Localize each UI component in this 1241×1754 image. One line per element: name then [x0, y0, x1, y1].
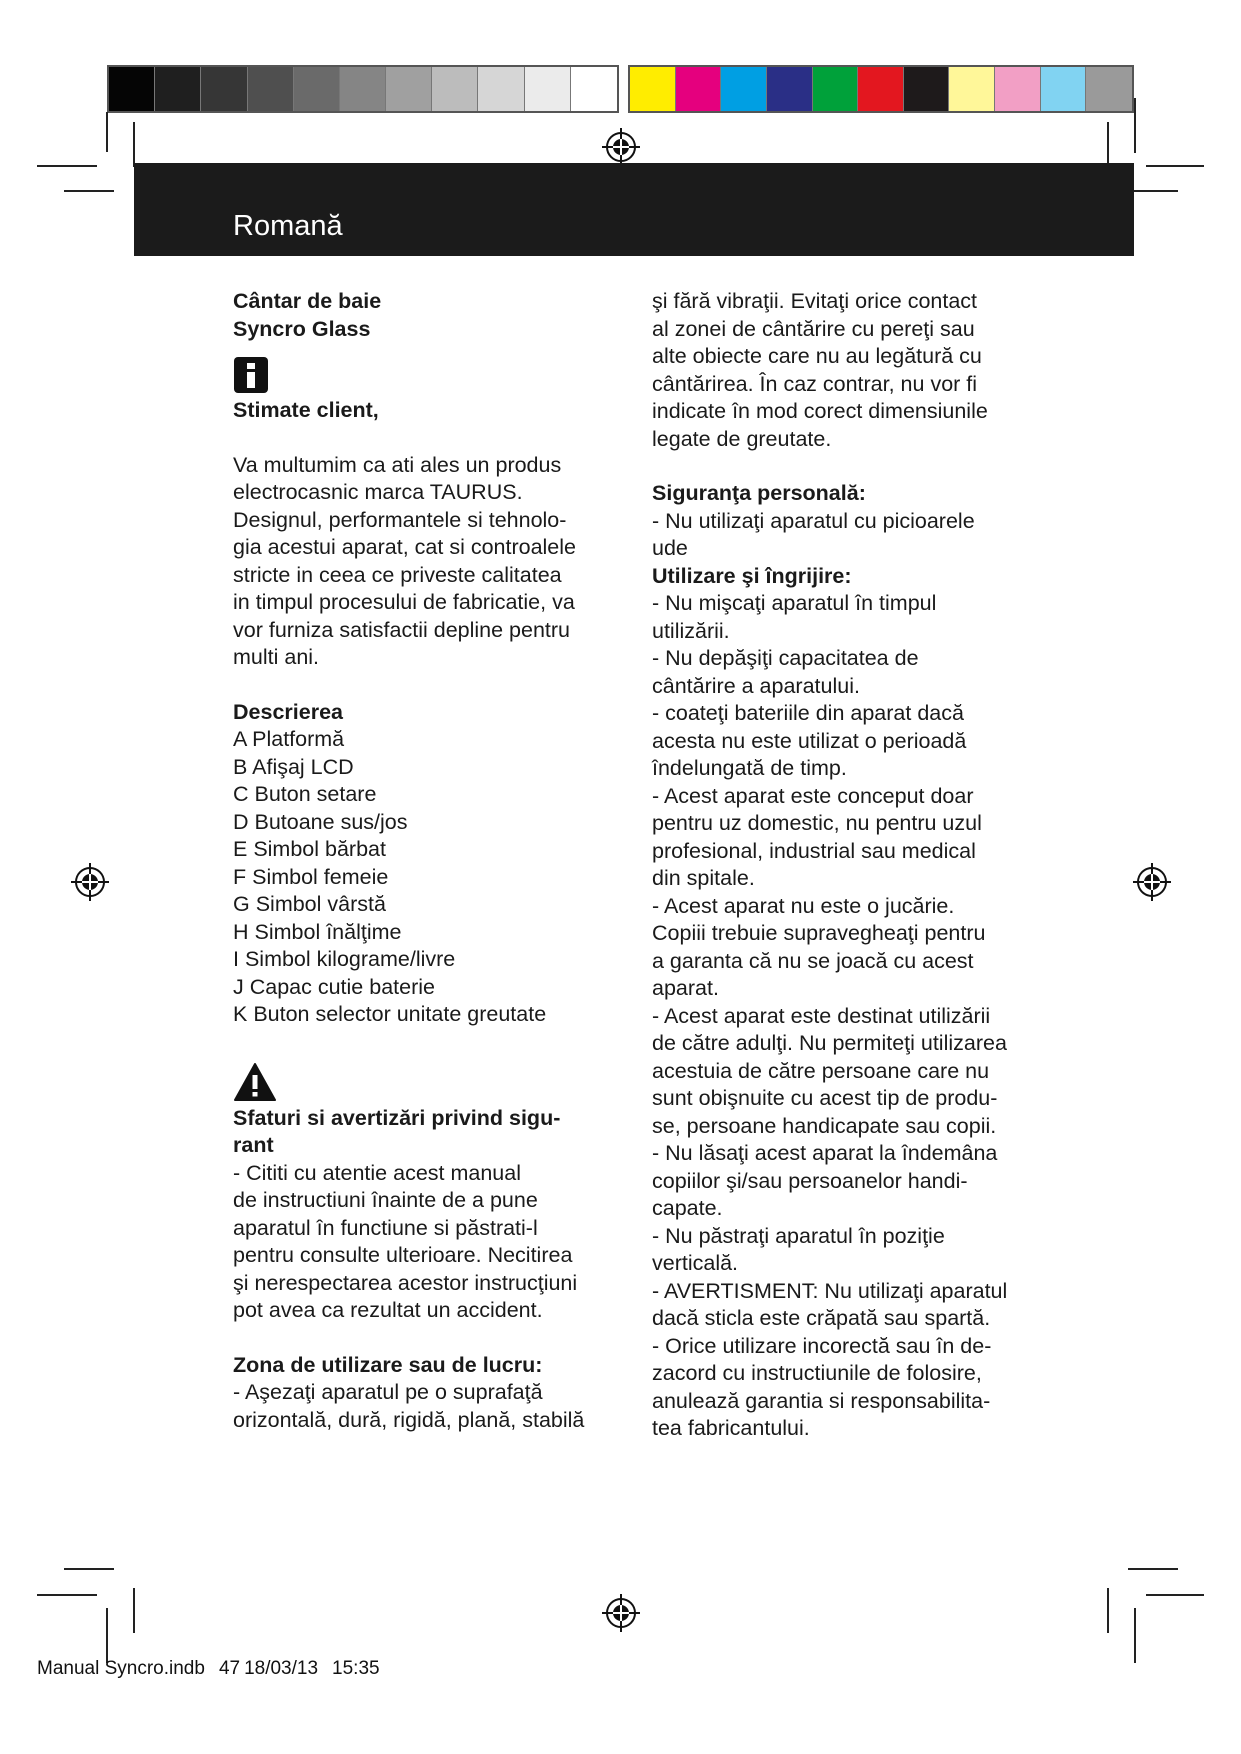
text-line: legate de greutate.: [652, 426, 832, 451]
text-line: tea fabricantului.: [652, 1416, 810, 1440]
crop-mark: [1146, 1594, 1204, 1596]
registration-mark-icon: [1132, 862, 1172, 902]
crop-mark: [133, 1588, 135, 1633]
text-line: sunt obişnuite cu acest tip de produ-: [652, 1086, 998, 1110]
text-line: acestuia de către persoane care nu: [652, 1058, 990, 1083]
page-number: 47: [218, 1658, 241, 1679]
text-line: stricte in ceea ce priveste calitatea: [233, 562, 562, 587]
gray-swatch: [571, 67, 617, 111]
text-line: - Nu depăşiţi capacitatea de: [652, 646, 919, 670]
section-heading: Sfaturi si avertizări privind sigu-: [233, 1105, 561, 1130]
crop-mark: [1134, 1608, 1136, 1663]
text-line: - Cititi cu atentie acest manual: [233, 1160, 521, 1185]
description-list: [233, 726, 613, 1029]
list-item: G Simbol vârstă: [233, 892, 386, 916]
color-swatch: [995, 67, 1041, 111]
color-swatch: [1086, 67, 1132, 111]
crop-mark: [64, 1568, 114, 1570]
crop-mark: [64, 190, 114, 192]
text-line: pot avea ca rezultat un accident.: [233, 1298, 543, 1322]
left-column: [233, 288, 613, 1434]
crop-mark: [37, 165, 97, 167]
text-line: gia acestui aparat, cat si controalele: [233, 535, 577, 559]
list-item: F Simbol femeie: [233, 864, 389, 889]
text-line: profesional, industrial sau medical: [652, 838, 976, 863]
crop-mark: [1134, 98, 1136, 153]
text-line: - coateţi bateriile din aparat dacă: [652, 701, 964, 725]
color-swatch: [1041, 67, 1087, 111]
text-line: alte obiecte care nu au legătură cu: [652, 344, 982, 368]
text-line: - AVERTISMENT: Nu utilizaţi aparatul: [652, 1278, 1008, 1303]
page-title: Romană: [233, 210, 343, 242]
color-swatch: [904, 67, 950, 111]
crop-mark: [1128, 190, 1178, 192]
print-slug: [37, 1658, 394, 1680]
color-swatch: [858, 67, 904, 111]
text-line: din spitale.: [652, 866, 755, 890]
text-line: capate.: [652, 1196, 723, 1220]
gray-swatch: [525, 67, 571, 111]
list-item: D Butoane sus/jos: [233, 809, 408, 834]
text-line: Copiii trebuie supravegheaţi pentru: [652, 921, 986, 945]
registration-mark-icon: [601, 127, 641, 167]
list-item: B Afişaj LCD: [233, 754, 354, 779]
color-swatch: [676, 67, 722, 111]
gray-swatch: [386, 67, 432, 111]
text-line: vor furniza satisfactii depline pentru: [233, 617, 571, 642]
crop-mark: [106, 112, 108, 152]
text-line: şi nerespectarea acestor instrucţiuni: [233, 1270, 578, 1295]
color-swatch: [813, 67, 859, 111]
gray-swatch: [248, 67, 294, 111]
text-line: - Acest aparat este destinat utilizării: [652, 1003, 991, 1028]
section-heading: Siguranţa personală:: [652, 481, 866, 505]
product-title-line: Cântar de baie: [233, 289, 382, 313]
file-name: Manual Syncro.indb: [37, 1658, 205, 1679]
care-list: [652, 590, 1052, 1443]
list-item: E Simbol bărbat: [233, 837, 386, 861]
text-line: a garanta că nu se joacă cu acest: [652, 948, 974, 973]
section-heading: rant: [233, 1133, 274, 1157]
color-swatch: [767, 67, 813, 111]
text-line: zacord cu instructiunile de folosire,: [652, 1361, 982, 1385]
text-line: - Acest aparat este conceput doar: [652, 783, 974, 808]
color-swatch: [949, 67, 995, 111]
registration-mark-icon: [70, 862, 110, 902]
text-line: pentru uz domestic, nu pentru uzul: [652, 811, 982, 835]
crop-mark: [133, 122, 135, 167]
text-line: acesta nu este utilizat o perioadă: [652, 728, 967, 753]
text-line: multi ani.: [233, 645, 320, 669]
text-line: dacă sticla este crăpată sau spartă.: [652, 1306, 991, 1330]
text-line: de instructiuni înainte de a pune: [233, 1188, 538, 1212]
info-icon: [233, 356, 269, 394]
list-item: C Buton setare: [233, 782, 377, 806]
text-line: ude: [652, 536, 688, 560]
crop-mark: [1146, 165, 1204, 167]
gray-swatch: [109, 67, 155, 111]
warning-icon: [233, 1062, 277, 1102]
text-line: - Acest aparat nu este o jucărie.: [652, 893, 955, 918]
crop-mark: [1128, 1568, 1178, 1570]
gray-swatch: [340, 67, 386, 111]
crop-mark: [37, 1594, 97, 1596]
greeting: Stimate client,: [233, 398, 379, 422]
text-line: copiilor şi/sau persoanelor handi-: [652, 1168, 968, 1193]
list-item: H Simbol înălţime: [233, 919, 402, 944]
text-line: electrocasnic marca TAURUS.: [233, 480, 523, 504]
list-item: I Simbol kilograme/livre: [233, 947, 456, 971]
text-line: cântărirea. În caz contrar, nu vor fi: [652, 371, 978, 396]
text-line: - Nu mişcaţi aparatul în timpul: [652, 591, 937, 615]
gray-swatch: [294, 67, 340, 111]
text-line: - Nu păstraţi aparatul în poziţie: [652, 1223, 945, 1248]
text-line: cântărire a aparatului.: [652, 673, 860, 698]
text-line: se, persoane handicapate sau copii.: [652, 1113, 997, 1138]
gray-swatch: [155, 67, 201, 111]
registration-mark-icon: [601, 1593, 641, 1633]
text-line: - Nu utilizaţi aparatul cu picioarele: [652, 508, 975, 533]
print-time: 15:35: [332, 1658, 380, 1679]
gray-swatch: [478, 67, 524, 111]
text-line: aparat.: [652, 976, 719, 1000]
text-line: aparatul în functiune si păstrati-l: [233, 1215, 538, 1240]
safety-paragraph: [233, 1160, 613, 1325]
list-item: A Platformă: [233, 727, 345, 751]
text-line: in timpul procesului de fabricatie, va: [233, 590, 575, 614]
text-line: utilizării.: [652, 618, 730, 643]
text-line: verticală.: [652, 1251, 739, 1275]
section-heading: Utilizare şi îngrijire:: [652, 563, 852, 588]
text-line: indicate în mod corect dimensiunile: [652, 399, 988, 423]
text-line: pentru consulte ulterioare. Necitirea: [233, 1243, 573, 1267]
right-column: [652, 288, 1052, 1443]
text-line: - Nu lăsaţi acest aparat la îndemâna: [652, 1141, 998, 1165]
crop-mark: [1107, 1588, 1109, 1633]
text-line: orizontală, dură, rigidă, plană, stabilă: [233, 1407, 585, 1432]
text-line: şi fără vibraţii. Evitaţi orice contact: [652, 289, 978, 313]
color-swatch: [630, 67, 676, 111]
text-line: al zonei de cântărire cu pereţi sau: [652, 316, 975, 341]
section-heading: Zona de utilizare sau de lucru:: [233, 1352, 543, 1377]
print-date: 18/03/13: [244, 1658, 319, 1679]
text-line: anulează garantia si responsabilita-: [652, 1388, 991, 1413]
text-line: de către adulţi. Nu permiteţi utilizarea: [652, 1031, 1007, 1055]
list-item: J Capac cutie baterie: [233, 974, 435, 999]
text-line: Designul, performantele si tehnolo-: [233, 507, 567, 532]
process-color-bar: [628, 65, 1134, 113]
intro-paragraph: [233, 452, 613, 672]
crop-mark: [106, 1608, 108, 1663]
text-line: Va multumim ca ati ales un produs: [233, 452, 562, 477]
product-title-line: Syncro Glass: [233, 316, 371, 341]
gray-swatch: [432, 67, 478, 111]
zone-continued: [652, 288, 1052, 453]
gray-color-bar: [107, 65, 619, 113]
list-item: K Buton selector unitate greutate: [233, 1002, 547, 1026]
section-heading: Descrierea: [233, 699, 343, 724]
text-line: îndelungată de timp.: [652, 756, 847, 780]
text-line: - Aşezaţi aparatul pe o suprafaţă: [233, 1380, 543, 1404]
gray-swatch: [201, 67, 247, 111]
text-line: - Orice utilizare incorectă sau în de-: [652, 1333, 992, 1358]
color-swatch: [721, 67, 767, 111]
